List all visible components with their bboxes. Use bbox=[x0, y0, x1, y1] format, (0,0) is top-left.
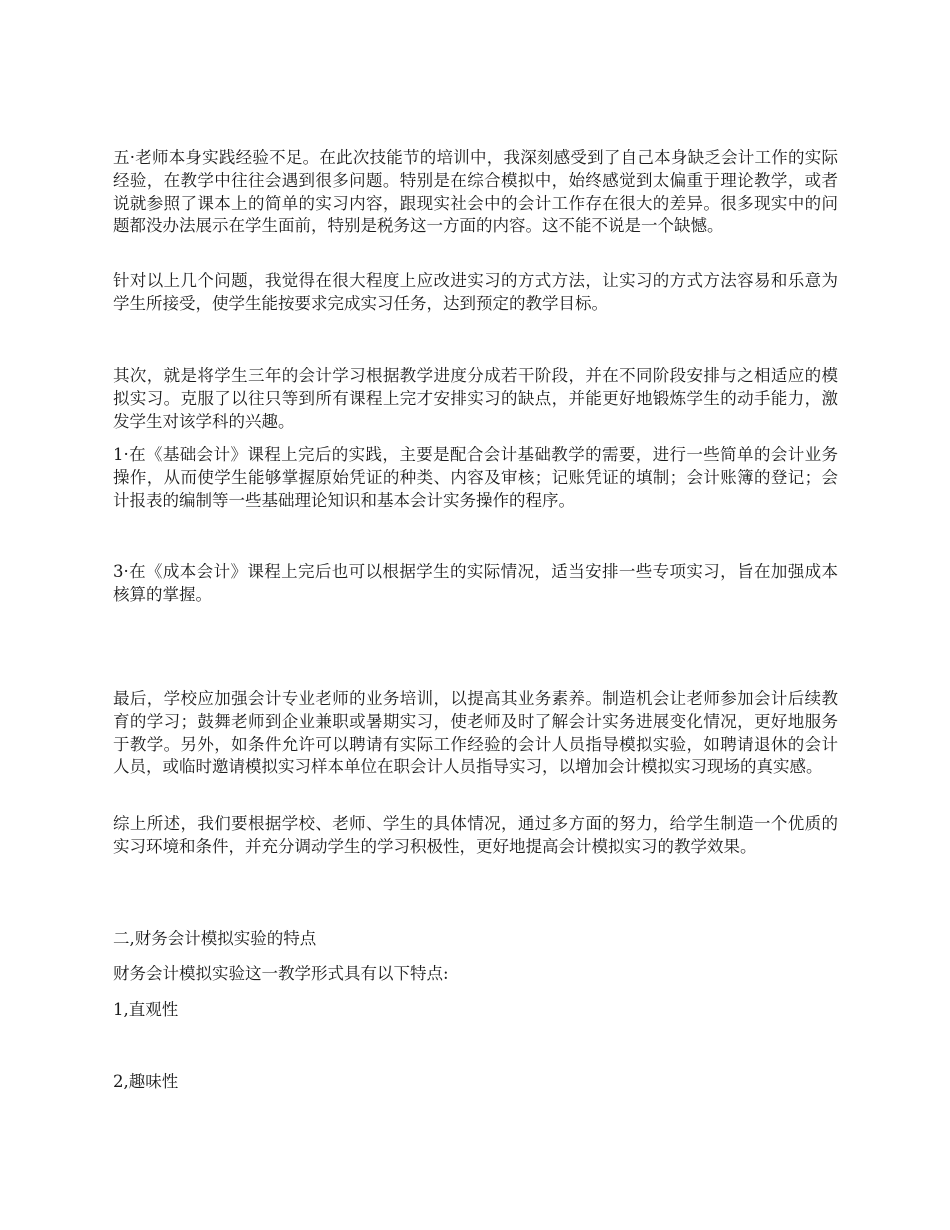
paragraph-teacher-training: 最后，学校应加强会计专业老师的业务培训，以提高其业务素养。制造机会让老师参加会计后续教育的学习；鼓舞老师到企业兼职或暑期实习，使老师及时了解会计实务进展变化情况，更好地服务于教学。另外，如条件允许可以聘请有实际工作经验的会计人员指导模拟实验，如聘请退休的会计人员，或临时邀请模拟实习样本单位在职会计人员指导实习，以增加会计模拟实习现场的真实感。 bbox=[113, 689, 838, 777]
paragraph-improve-methods: 针对以上几个问题，我觉得在很大程度上应改进实习的方式方法，让实习的方式方法容易和乐意为学生所接受，使学生能按要求完成实习任务，达到预定的教学目标。 bbox=[113, 271, 838, 313]
list-item-interesting: 2,趣味性 bbox=[113, 1072, 179, 1091]
paragraph-teacher-experience: 五·老师本身实践经验不足。在此次技能节的培训中，我深刻感受到了自己本身缺乏会计工作的实际经验，在教学中往往会遇到很多问题。特别是在综合模拟中，始终感觉到太偏重于理论教学，或者说就参照了课本上的简单的实习内容，跟现实社会中的会计工作存在很大的差异。很多现实中的问题都没办法展示在学生面前，特别是税务这一方面的内容。这不能不说是一个缺憾。 bbox=[113, 148, 838, 236]
list-item-intuitive: 1,直观性 bbox=[113, 1000, 179, 1019]
section-heading-features: 二,财务会计模拟实验的特点 bbox=[113, 929, 317, 948]
paragraph-basic-accounting: 1·在《基础会计》课程上完后的实践，主要是配合会计基础教学的需要，进行一些简单的会计业务操作，从而使学生能够掌握原始凭证的种类、内容及审核；记账凭证的填制；会计账簿的登记；会计报表的编制等一些基础理论知识和基本会计实务操作的程序。 bbox=[113, 445, 838, 510]
paragraph-features-intro: 财务会计模拟实验这一教学形式具有以下特点: bbox=[113, 964, 449, 983]
paragraph-cost-accounting: 3·在《成本会计》课程上完后也可以根据学生的实际情况，适当安排一些专项实习，旨在加强成本核算的掌握。 bbox=[113, 562, 838, 604]
paragraph-conclusion: 综上所述，我们要根据学校、老师、学生的具体情况，通过多方面的努力，给学生制造一个优质的实习环境和条件，并充分调动学生的学习积极性，更好地提高会计模拟实习的教学效果。 bbox=[113, 814, 838, 856]
paragraph-staged-practice: 其次，就是将学生三年的会计学习根据教学进度分成若干阶段，并在不同阶段安排与之相适应的模拟实习。克服了以往只等到所有课程上完才安排实习的缺点，并能更好地锻炼学生的动手能力，激发学生对该学科的兴趣。 bbox=[113, 366, 838, 431]
